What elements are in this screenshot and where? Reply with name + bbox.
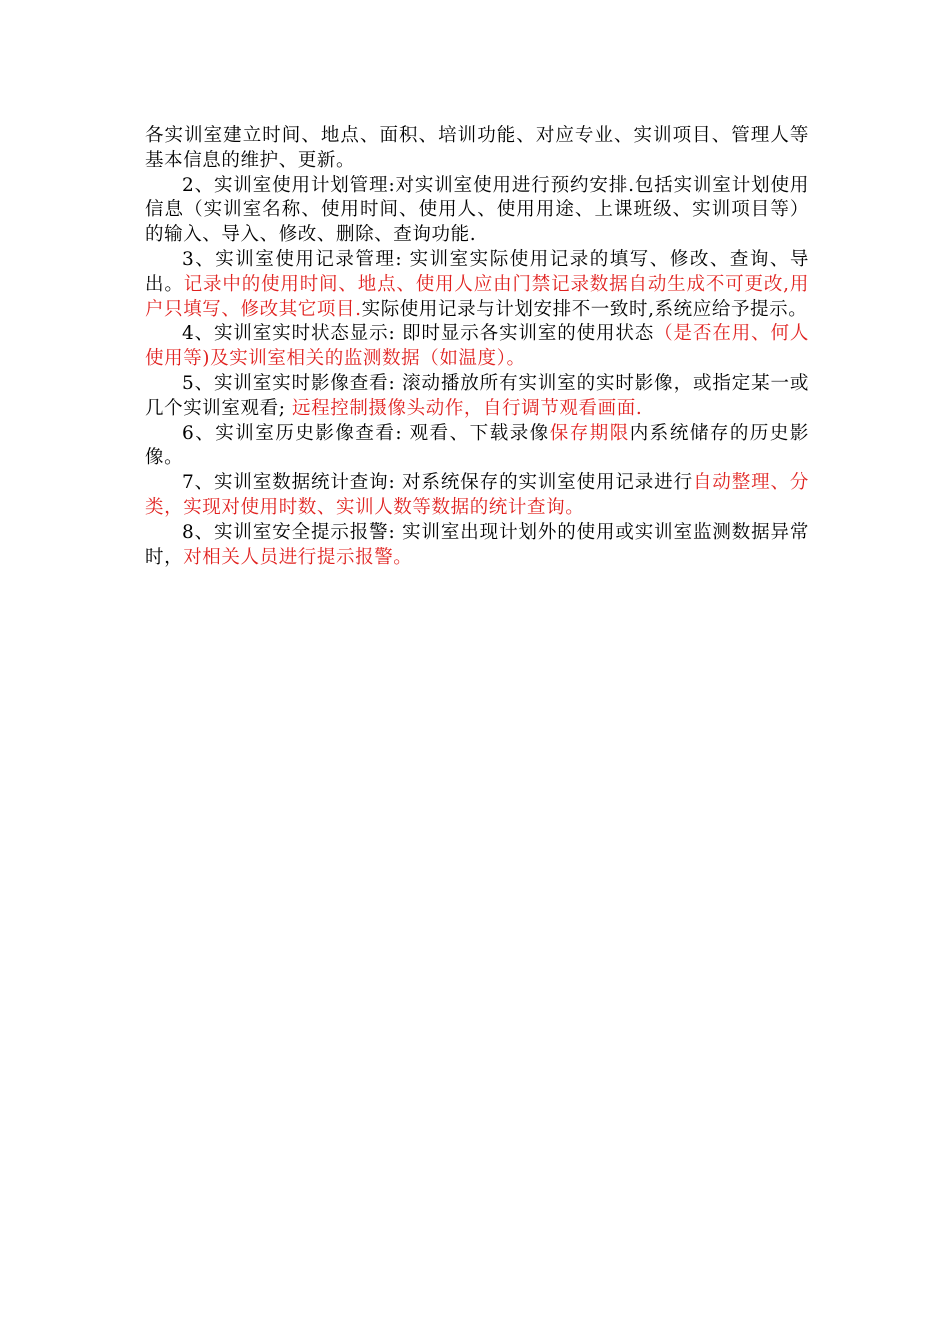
body-text: 实际使用记录与计划安排不一致时,系统应给予提示。 (361, 298, 808, 320)
paragraph (145, 248, 809, 322)
body-text: 各实训室建立时间、地点、面积、培训功能、对应专业、实训项目、管理人等基本信息的维护、更新。 (145, 125, 809, 171)
highlighted-text: 远程控制摄像头动作，自行调节观看画面. (292, 397, 643, 419)
highlighted-text: 记录中的使用时间、地点、使用人应由门禁记录数据自动生成不可更改,用户只填写、修改其它项目. (145, 273, 810, 320)
document-body (145, 124, 809, 570)
body-text: 6、实训室历史影像查看: 观看、下载录像 (182, 422, 550, 444)
paragraph (145, 521, 809, 571)
body-text: 5、实训室实时影像查看: 滚动播放所有实训室的实时影像，或指定某一或几个实训室观看; (145, 372, 809, 419)
body-text: 8、实训室安全提示报警: 实训室出现计划外的使用或实训室监测数据异常时， (145, 521, 809, 568)
paragraph (145, 322, 809, 372)
body-text: 7、实训室数据统计查询: 对系统保存的实训室使用记录进行 (182, 472, 693, 494)
body-text: 3、实训室使用记录管理: 实训室实际使用记录的填写、修改、查询、导出。 (145, 248, 809, 295)
highlighted-text: 保存期限 (549, 422, 630, 444)
paragraph (145, 124, 809, 174)
paragraph (145, 174, 809, 248)
body-text: 4、实训室实时状态显示: 即时显示各实训室的使用状态 (182, 323, 655, 345)
paragraph (145, 372, 809, 422)
paragraph (145, 471, 809, 521)
highlighted-text: 对相关人员进行提示报警。 (183, 546, 413, 568)
body-text: 内系统储存的历史影像。 (145, 422, 810, 469)
highlighted-text: （是否在用、何人使用等)及实训室相关的监测数据（如温度）。 (145, 323, 809, 370)
highlighted-text: 自动整理、分类，实现对使用时数、实训人数等数据的统计查询。 (145, 472, 809, 518)
paragraph (145, 422, 809, 472)
body-text: 2、实训室使用计划管理:对实训室使用进行预约安排.包括实训室计划使用信息（实训室名称、使用时间、使用人、使用用途、上课班级、实训项目等）的输入、导入、修改、删除、查询功能. (145, 174, 809, 246)
